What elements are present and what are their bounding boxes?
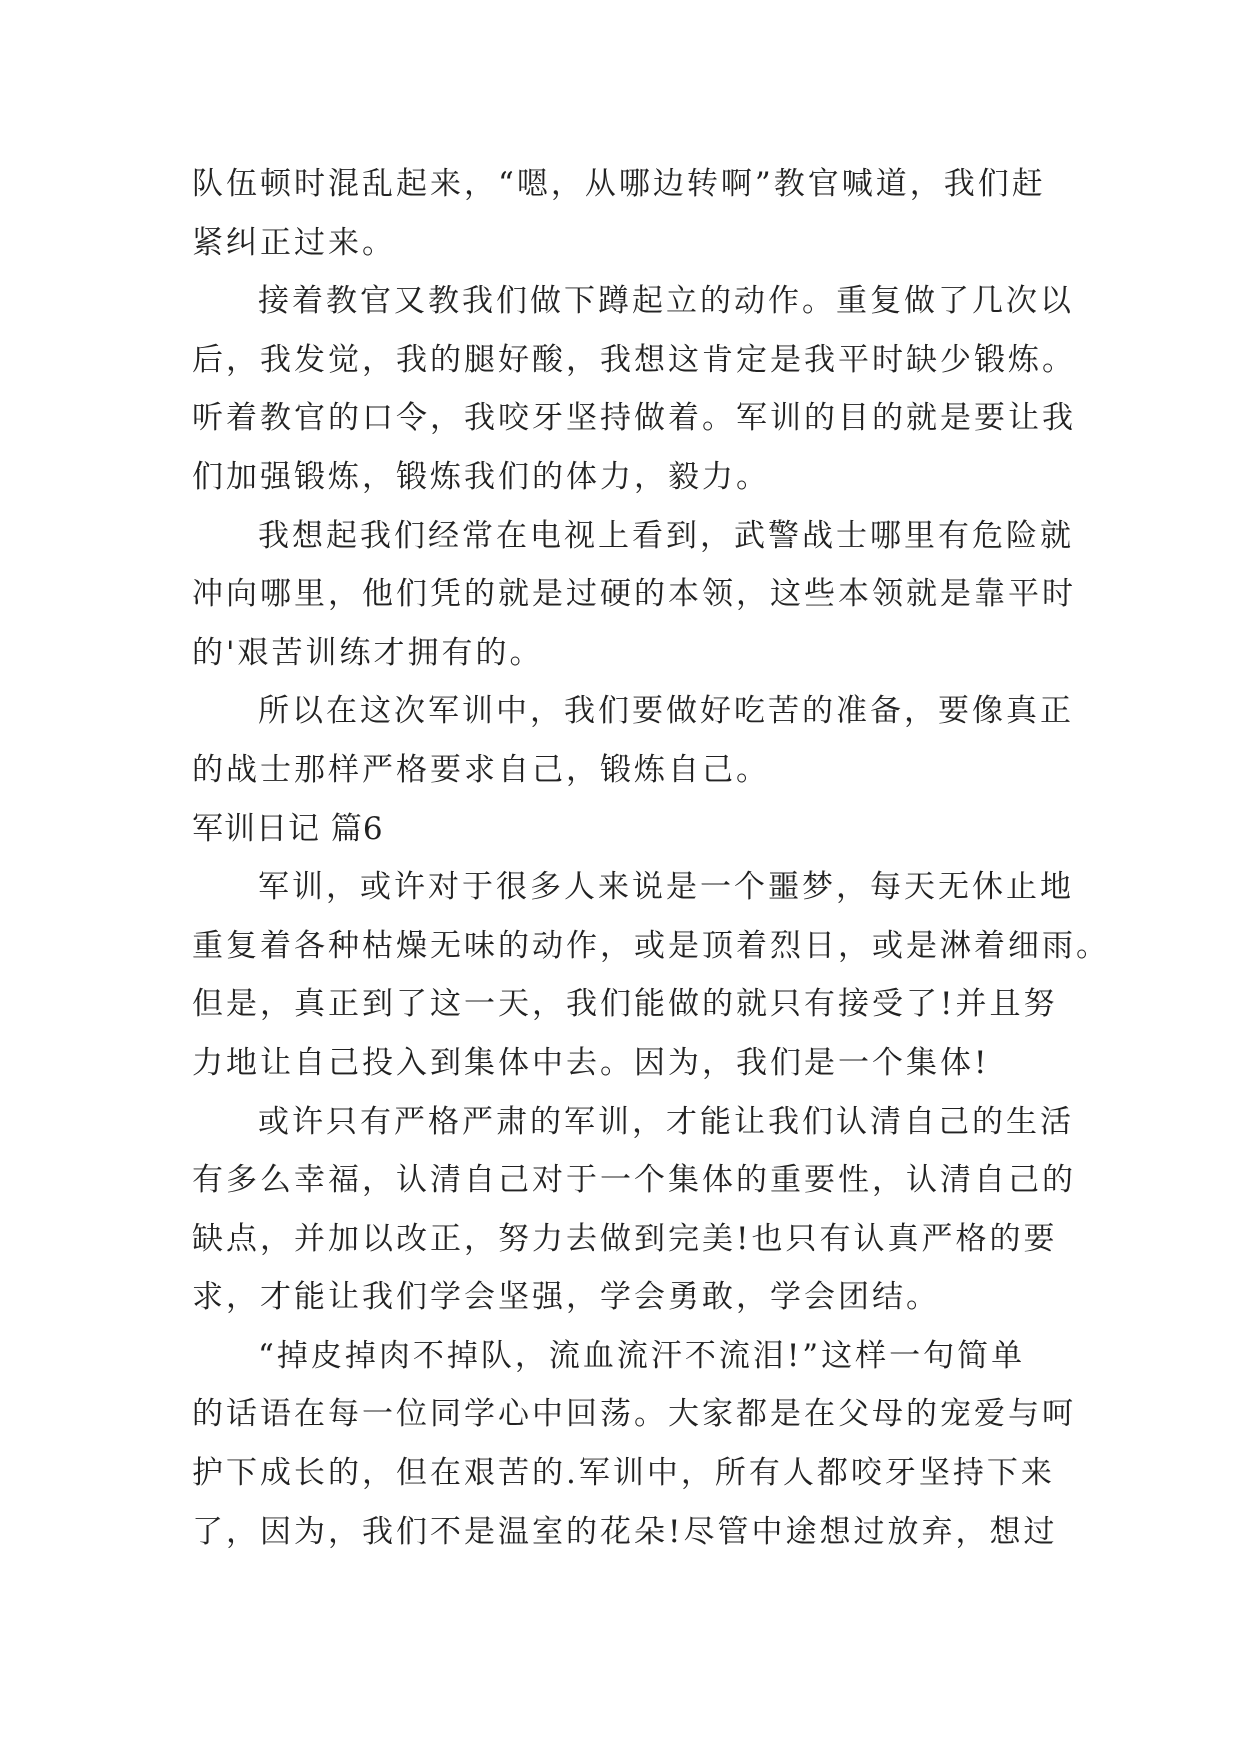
text-line: 们加强锻炼，锻炼我们的体力，毅力。 [192,458,770,495]
text-line: 的'艰苦训练才拥有的。 [192,634,544,671]
text-line: 求，才能让我们学会坚强，学会勇敢，学会团结。 [192,1279,940,1316]
text-line: 力地让自己投入到集体中去。因为，我们是一个集体! [192,1044,990,1081]
text-line: 后，我发觉，我的腿好酸，我想这肯定是我平时缺少锻炼。 [192,341,1076,378]
text-line: 护下成长的，但在艰苦的.军训中，所有人都咬牙坚持下来 [192,1455,1055,1492]
paragraph-start-line: 我想起我们经常在电视上看到，武警战士哪里有危险就 [258,517,1074,554]
text-line: 的话语在每一位同学心中回荡。大家都是在父母的宠爱与呵 [192,1396,1076,1433]
text-line: 但是，真正到了这一天，我们能做的就只有接受了!并且努 [192,986,1058,1023]
text-line: 的战士那样严格要求自己，锻炼自己。 [192,751,770,788]
paragraph-start-line: 或许只有严格严肃的军训，才能让我们认清自己的生活 [258,1103,1074,1140]
section-heading: 军训日记 篇6 [192,810,384,847]
paragraph-start-line: 所以在这次军训中，我们要做好吃苦的准备，要像真正 [258,693,1074,730]
text-line: 队伍顿时混乱起来，“嗯，从哪边转啊”教官喊道，我们赶 [192,166,1046,202]
text-line: 缺点，并加以改正，努力去做到完美!也只有认真严格的要 [192,1220,1058,1257]
text-line: 听着教官的口令，我咬牙坚持做着。军训的目的就是要让我 [192,400,1076,437]
paragraph-start-line: “掉皮掉肉不掉队，流血流汗不流泪!”这样一句简单 [258,1337,1026,1374]
paragraph-start-line: 接着教官又教我们做下蹲起立的动作。重复做了几次以 [258,283,1074,320]
document-body [192,155,1110,1561]
text-line: 冲向哪里，他们凭的就是过硬的本领，这些本领就是靠平时 [192,576,1076,613]
text-line: 了，因为，我们不是温室的花朵!尽管中途想过放弃，想过 [192,1513,1058,1550]
text-line: 重复着各种枯燥无味的动作，或是顶着烈日，或是淋着细雨。 [192,927,1110,964]
text-line: 有多么幸福，认清自己对于一个集体的重要性，认清自己的 [192,1162,1076,1199]
text-line: 紧纠正过来。 [192,224,396,261]
paragraph-start-line: 军训，或许对于很多人来说是一个噩梦，每天无休止地 [258,869,1074,906]
